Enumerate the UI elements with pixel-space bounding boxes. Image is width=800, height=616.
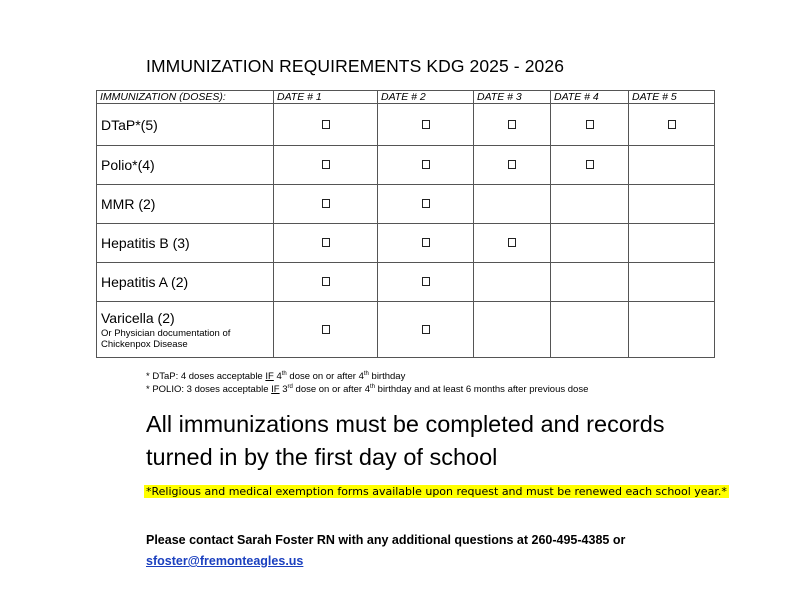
dose-date-cell bbox=[274, 104, 378, 146]
exemption-notice bbox=[144, 484, 729, 500]
dose-date-cell bbox=[551, 302, 629, 358]
dose-date-cell bbox=[274, 302, 378, 358]
vaccine-cell bbox=[97, 146, 274, 185]
dose-date-cell bbox=[629, 263, 715, 302]
dose-checkbox[interactable] bbox=[422, 277, 430, 286]
dose-date-cell bbox=[629, 104, 715, 146]
dose-checkbox[interactable] bbox=[422, 120, 430, 129]
dose-checkbox[interactable] bbox=[586, 120, 594, 129]
dose-checkbox[interactable] bbox=[322, 277, 330, 286]
vaccine-cell bbox=[97, 302, 274, 358]
dose-date-cell bbox=[629, 185, 715, 224]
header-date-5: DATE # 5 bbox=[629, 91, 715, 104]
dose-checkbox[interactable] bbox=[322, 199, 330, 208]
dose-date-cell bbox=[629, 302, 715, 358]
contact-email-link[interactable]: sfoster@fremonteagles.us bbox=[146, 554, 304, 568]
dose-date-cell bbox=[274, 185, 378, 224]
header-date-2: DATE # 2 bbox=[378, 91, 474, 104]
footnotes bbox=[146, 370, 588, 396]
dose-date-cell bbox=[629, 146, 715, 185]
dose-date-cell bbox=[378, 185, 474, 224]
contact-info bbox=[146, 530, 625, 572]
dose-date-cell bbox=[274, 224, 378, 263]
vaccine-name: Polio*(4) bbox=[101, 157, 155, 173]
table-row bbox=[97, 224, 715, 263]
dose-checkbox[interactable] bbox=[322, 160, 330, 169]
vaccine-name: Varicella (2) bbox=[101, 309, 175, 326]
dose-date-cell bbox=[629, 224, 715, 263]
vaccine-cell bbox=[97, 224, 274, 263]
dose-checkbox[interactable] bbox=[422, 199, 430, 208]
header-date-1: DATE # 1 bbox=[274, 91, 378, 104]
dose-date-cell bbox=[378, 224, 474, 263]
exemption-highlight: *Religious and medical exemption forms available upon request and must be renewed each school year.* bbox=[146, 485, 727, 498]
table-row bbox=[97, 263, 715, 302]
dose-date-cell bbox=[274, 146, 378, 185]
dose-checkbox[interactable] bbox=[322, 238, 330, 247]
dose-date-cell bbox=[474, 185, 551, 224]
dose-date-cell bbox=[474, 146, 551, 185]
dose-checkbox[interactable] bbox=[322, 120, 330, 129]
immunization-table bbox=[96, 90, 715, 358]
vaccine-name: Hepatitis B (3) bbox=[101, 235, 190, 251]
dose-date-cell bbox=[378, 302, 474, 358]
dose-date-cell bbox=[551, 146, 629, 185]
vaccine-name: DTaP*(5) bbox=[101, 116, 158, 133]
vaccine-cell bbox=[97, 104, 274, 146]
dose-checkbox[interactable] bbox=[422, 160, 430, 169]
dose-date-cell bbox=[551, 185, 629, 224]
dose-checkbox[interactable] bbox=[422, 325, 430, 334]
dose-checkbox[interactable] bbox=[422, 238, 430, 247]
headline-line-2: turned in by the first day of school bbox=[146, 444, 498, 470]
vaccine-name: MMR (2) bbox=[101, 196, 156, 212]
vaccine-note: Or Physician documentation of Chickenpox Disease bbox=[101, 327, 231, 350]
footnote-polio: * POLIO: 3 doses acceptable IF 3rd dose on or after 4th birthday and at least 6 months after previous dose bbox=[146, 383, 589, 395]
completion-headline bbox=[146, 408, 665, 474]
dose-checkbox[interactable] bbox=[508, 160, 516, 169]
table-row bbox=[97, 104, 715, 146]
dose-checkbox[interactable] bbox=[508, 238, 516, 247]
dose-date-cell bbox=[378, 104, 474, 146]
header-date-4: DATE # 4 bbox=[551, 91, 629, 104]
dose-date-cell bbox=[551, 104, 629, 146]
dose-checkbox[interactable] bbox=[668, 120, 676, 129]
header-immunization: IMMUNIZATION (DOSES): bbox=[97, 91, 274, 104]
table-row bbox=[97, 185, 715, 224]
dose-date-cell bbox=[474, 263, 551, 302]
header-date-3: DATE # 3 bbox=[474, 91, 551, 104]
table-row bbox=[97, 302, 715, 358]
dose-date-cell bbox=[474, 302, 551, 358]
dose-date-cell bbox=[474, 104, 551, 146]
dose-checkbox[interactable] bbox=[586, 160, 594, 169]
footnote-dtap: * DTaP: 4 doses acceptable IF 4th dose on or after 4th birthday bbox=[146, 370, 406, 382]
dose-date-cell bbox=[274, 263, 378, 302]
vaccine-cell bbox=[97, 185, 274, 224]
dose-checkbox[interactable] bbox=[322, 325, 330, 334]
table-row bbox=[97, 146, 715, 185]
dose-date-cell bbox=[378, 146, 474, 185]
headline-line-1: All immunizations must be completed and records bbox=[146, 411, 665, 437]
dose-checkbox[interactable] bbox=[508, 120, 516, 129]
vaccine-cell bbox=[97, 263, 274, 302]
dose-date-cell bbox=[378, 263, 474, 302]
page-title: IMMUNIZATION REQUIREMENTS KDG 2025 - 2026 bbox=[146, 56, 565, 76]
dose-date-cell bbox=[551, 224, 629, 263]
table-header-row bbox=[97, 91, 715, 104]
contact-text: Please contact Sarah Foster RN with any additional questions at 260-495-4385 or bbox=[146, 533, 626, 547]
dose-date-cell bbox=[551, 263, 629, 302]
dose-date-cell bbox=[474, 224, 551, 263]
vaccine-name: Hepatitis A (2) bbox=[101, 274, 189, 290]
